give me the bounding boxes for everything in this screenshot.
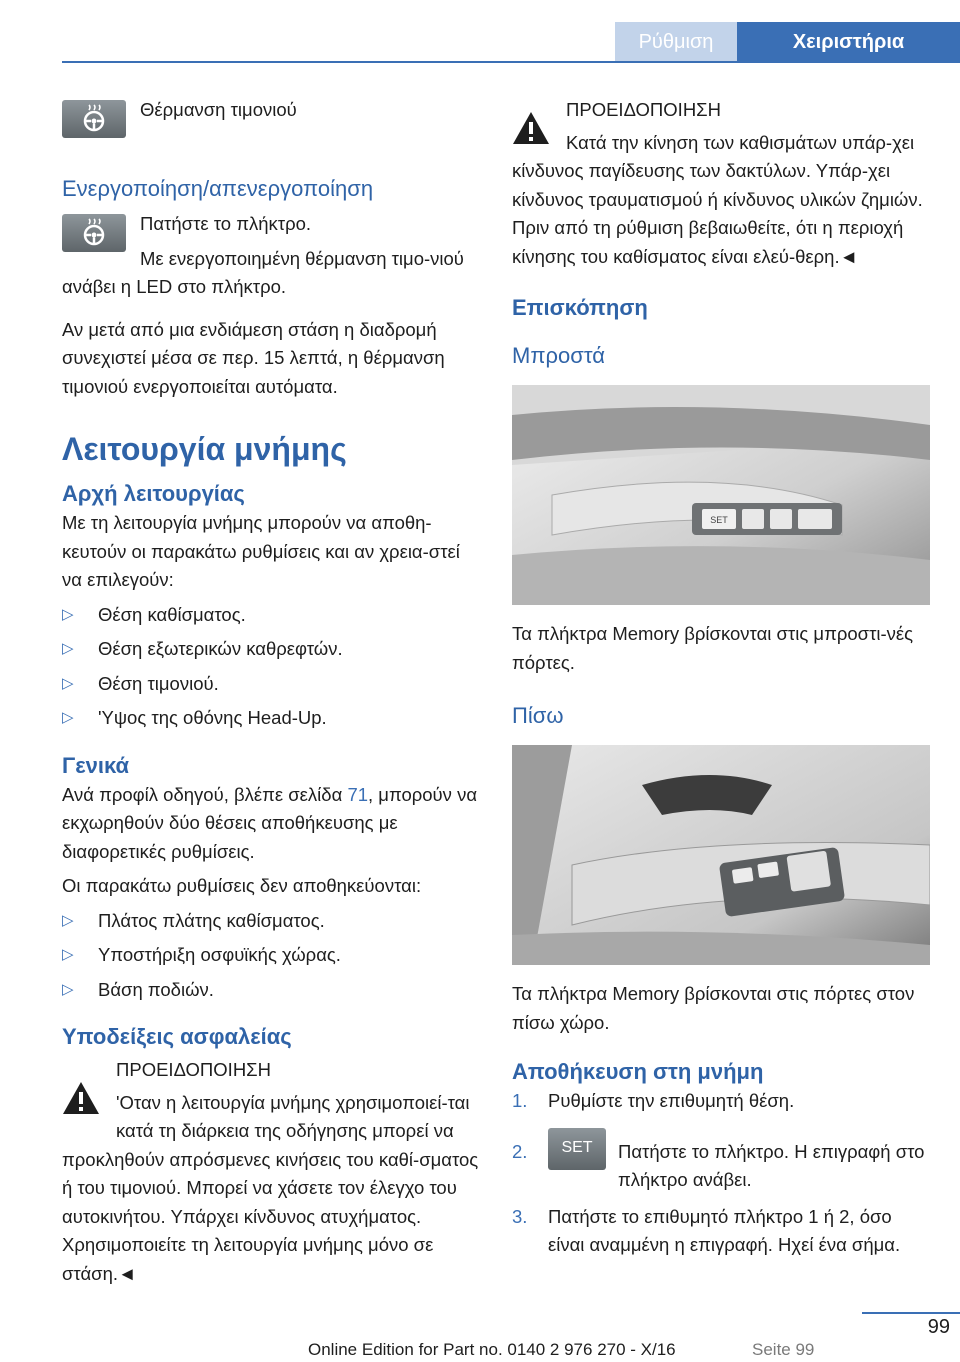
list-item: ▷ Βάση ποδιών.	[62, 976, 482, 1005]
warning-label: ΠΡΟΕΙΔΟΠΟΙΗΣΗ	[566, 99, 721, 120]
section-tab[interactable]: Ρύθμιση	[615, 22, 737, 62]
general-text: Ανά προφίλ οδηγού, βλέπε σελίδα 71, μπορούν να εκχωρηθούν δύο θέσεις αποθήκευσης με διαφορετικές ρυθμίσεις.	[62, 783, 478, 862]
bullet-icon: ▷	[62, 709, 74, 726]
principle-text: Με τη λειτουργία μνήμης μπορούν να αποθη-κευτούν οι παρακάτω ρυθμίσεις και αν χρεια-στεί να επιλεγούν:	[62, 512, 460, 590]
activation-heading: Ενεργοποίηση/απενεργοποίηση	[62, 176, 374, 201]
bullet-icon: ▷	[62, 946, 74, 963]
warning-text: 'Οταν η λειτουργία μνήμης χρησιμοποιεί-ται κατά τη διάρκεια της οδήγησης μπορεί να προκληθούν απρόσμενες κινήσεις του καθί-σματος ή του τιμονιού. Μπορεί να χάσετε τον έλεγχο του αυτοκινήτου. Υπάρχει κίνδυνος ατυχήματος. Χρησιμοποιείτε τη λειτουργία μνήμης μόνο σε στάση.◄	[62, 1091, 479, 1284]
bullet-icon: ▷	[62, 980, 74, 998]
overview-heading: Επισκόπηση	[512, 295, 648, 320]
not-stored-intro: Οι παρακάτω ρυθμίσεις δεν αποθηκεύονται:	[62, 875, 422, 896]
left-column	[62, 96, 482, 1288]
principle-heading: Αρχή λειτουργίας	[62, 481, 245, 506]
front-caption: Τα πλήκτρα Memory βρίσκονται στις μπροστι-νές πόρτες.	[512, 623, 914, 673]
warning-text: Κατά την κίνηση των καθισμάτων υπάρ-χει κίνδυνος παγίδευσης των δακτύλων. Υπάρ-χει κίνδυνος τραυματισμού ή κίνδυνος υλικών ζημιών. Πριν από τη ρύθμιση βεβαιωθείτε, ότι η περιοχή κίνησης του καθίσματος είναι ελεύ-θερη.◄	[512, 131, 923, 267]
edition-info: Online Edition for Part no. 0140 2 976 270 - X/16	[308, 1340, 676, 1359]
list-item: 2. SET Πατήστε το πλήκτρο. Η επιγραφή στο πλήκτρο ανάβει.	[512, 1124, 930, 1195]
set-label: SET	[710, 515, 728, 525]
bullet-icon: ▷	[62, 605, 74, 623]
page-link[interactable]: 71	[347, 783, 369, 805]
list-item: 1. Ρυθμίστε την επιθυμητή θέση.	[512, 1090, 795, 1111]
heated-steering-wheel-button-icon	[62, 214, 126, 252]
general-heading: Γενικά	[62, 752, 130, 778]
bullet-icon: ▷	[62, 674, 74, 692]
list-item: ▷ Θέση εξωτερικών καθρεφτών.	[62, 635, 482, 664]
right-column	[512, 96, 930, 1260]
list-item: 3. Πατήστε το επιθυμητό πλήκτρο 1 ή 2, όσο είναι αναμμένη η επιγραφή. Ηχεί ένα σήμα.	[512, 1205, 901, 1255]
list-item: ▷ Υποστήριξη οσφυϊκής χώρας.	[62, 941, 482, 970]
page-number: 99	[927, 1316, 950, 1338]
list-item: ▷ 'Υψος της οθόνης Head-Up.	[62, 704, 482, 733]
memory-heading: Λειτουργία μνήμης	[62, 431, 347, 467]
heated-steering-wheel-icon	[62, 100, 126, 138]
watermark: Seite 99	[752, 1340, 815, 1359]
warning-icon	[512, 110, 550, 146]
footer-rule	[862, 1312, 960, 1314]
bullet-icon: ▷	[62, 911, 74, 929]
front-door-memory-buttons-photo	[512, 385, 930, 605]
auto-activation-text: Αν μετά από μια ενδιάμεση στάση η διαδρομή συνεχιστεί μέσα σε περ. 15 λεπτά, η θέρμανση τιμονιού ενεργοποιείται αυτόματα.	[62, 318, 445, 397]
led-text: Με ενεργοποιημένη θέρμανση τιμο-νιού ανάβει η LED στο πλήκτρο.	[62, 247, 464, 297]
press-button-text: Πατήστε το πλήκτρο.	[140, 213, 312, 234]
set-button-icon: SET	[548, 1128, 606, 1170]
list-item: ▷ Θέση τιμονιού.	[62, 670, 482, 699]
front-heading: Μπροστά	[512, 343, 605, 368]
list-item: ▷ Θέση καθίσματος.	[62, 601, 482, 630]
safety-heading: Υποδείξεις ασφαλείας	[62, 1024, 292, 1049]
rear-heading: Πίσω	[512, 703, 564, 728]
warning-icon	[62, 1080, 100, 1116]
heated-wheel-label: Θέρμανση τιμονιού	[140, 99, 297, 120]
header-rule	[62, 61, 960, 63]
rear-door-memory-buttons-photo	[512, 745, 930, 965]
bullet-icon: ▷	[62, 640, 74, 657]
save-heading: Αποθήκευση στη μνήμη	[512, 1059, 764, 1084]
warning-label: ΠΡΟΕΙΔΟΠΟΙΗΣΗ	[116, 1059, 271, 1080]
list-item: ▷ Πλάτος πλάτης καθίσματος.	[62, 907, 482, 936]
chapter-tab[interactable]: Χειριστήρια	[737, 22, 960, 62]
rear-caption: Τα πλήκτρα Memory βρίσκονται στις πόρτες στον πίσω χώρο.	[512, 983, 915, 1033]
